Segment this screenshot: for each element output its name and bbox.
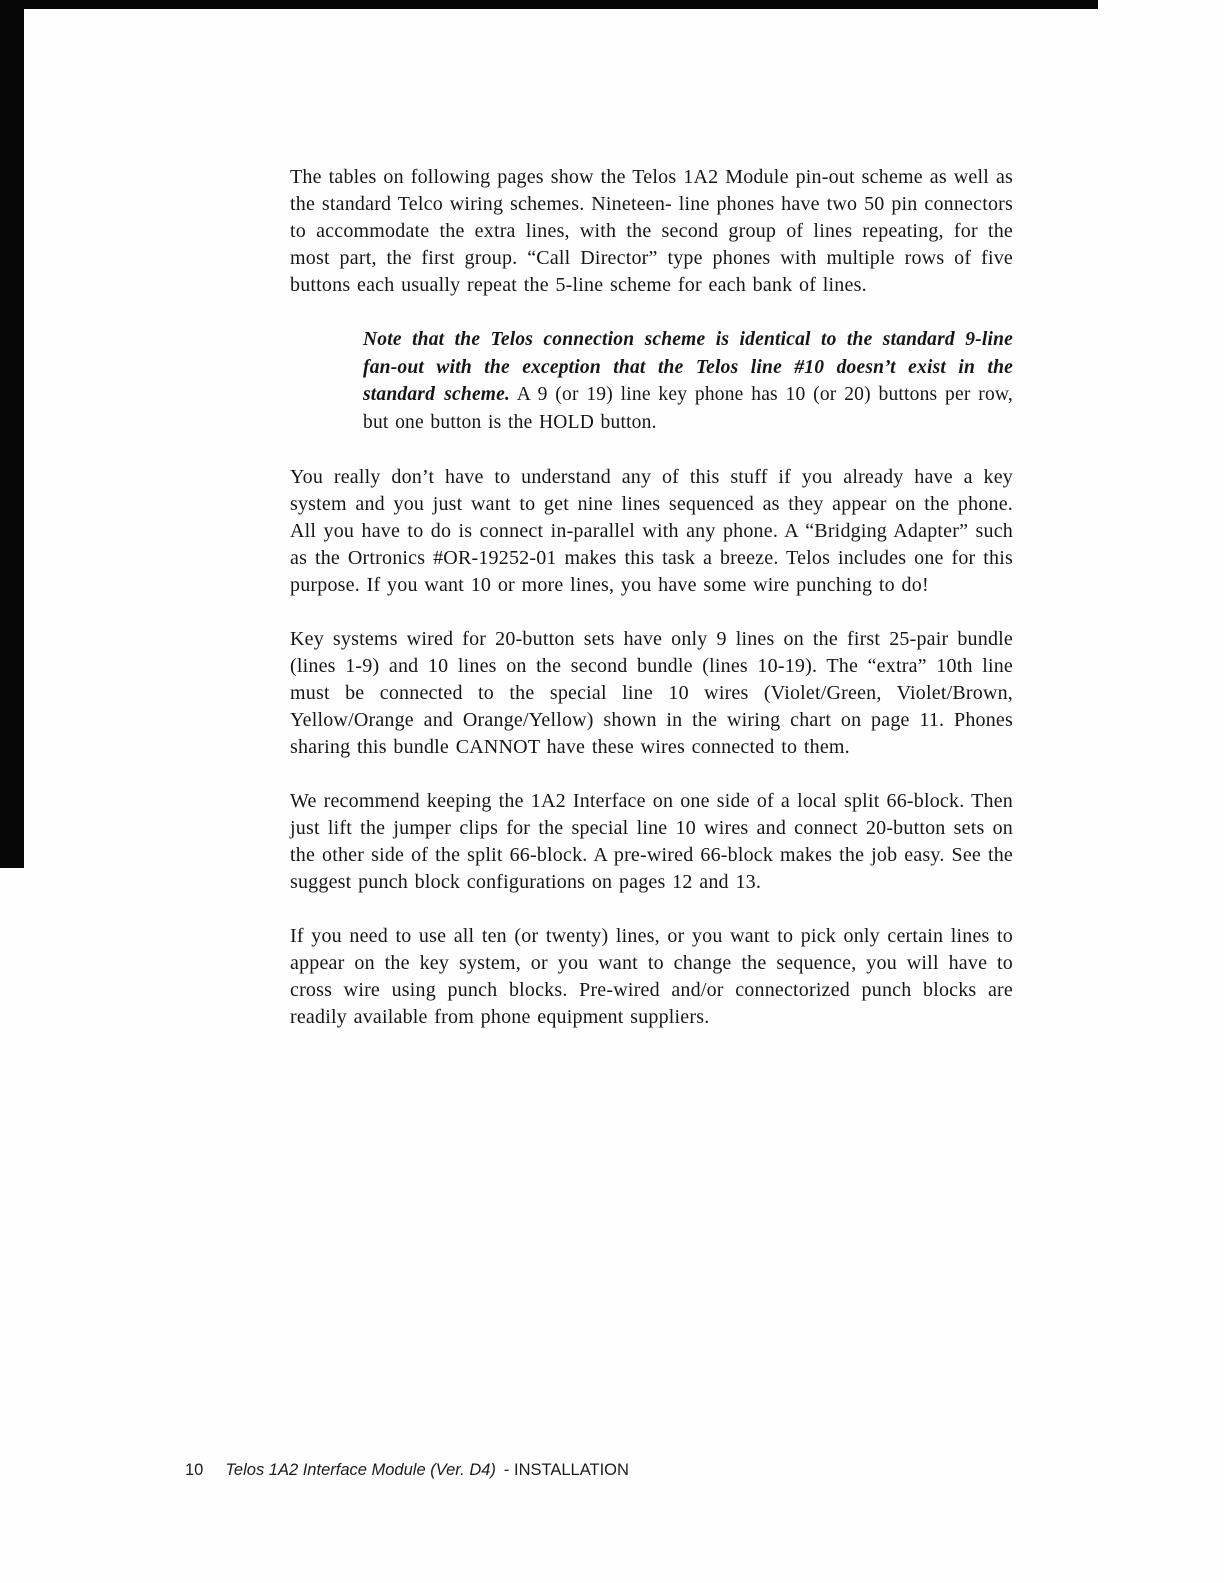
footer-page-number: 10 — [185, 1461, 204, 1479]
footer-section-label: - INSTALLATION — [503, 1461, 629, 1479]
body-paragraph-2: You really don’t have to understand any of this stuff if you already have a key system and you just want to get nine lines sequenced as they appear on the phone. All you have to do is connect in-parallel with any phone. A “Bridging Adapter” such as the Ortronics #OR-19252-01 makes this task a breeze. Telos includes one for this purpose. If you want 10 or more lines, you have some wire punching to do! — [290, 466, 1013, 596]
scan-artifact-left-bar — [0, 0, 24, 868]
page-footer — [185, 1461, 629, 1480]
body-text-column — [290, 164, 1013, 1058]
note-italic-lead: Note that the Telos connection scheme is identical to the standard 9-line fan-out with the exception that the Telos line #10 doesn’t exist in the standard scheme. — [363, 329, 1013, 405]
note-block — [363, 326, 1013, 436]
body-paragraph-1: The tables on following pages show the Telos 1A2 Module pin-out scheme as well as the standard Telco wiring schemes. Nineteen- line phones have two 50 pin connectors to accommodate the extra lines, with the second group of lines repeating, for the most part, the first group. “Call Director” type phones with multiple rows of five buttons each usually repeat the 5-line scheme for each bank of lines. — [290, 166, 1013, 296]
note-regular-tail: A 9 (or 19) line key phone has 10 (or 20) buttons per row, but one button is the HOLD button. — [363, 384, 1013, 433]
body-paragraph-4: We recommend keeping the 1A2 Interface on one side of a local split 66-block. Then just lift the jumper clips for the special line 10 wires and connect 20-button sets on the other side of the split 66-block. A pre-wired 66-block makes the job easy. See the suggest punch block configurations on pages 12 and 13. — [290, 790, 1013, 893]
body-paragraph-3: Key systems wired for 20-button sets have only 9 lines on the first 25-pair bundle (lines 1-9) and 10 lines on the second bundle (lines 10-19). The “extra” 10th line must be connected to the special line 10 wires (Violet/Green, Violet/Brown, Yellow/Orange and Orange/Yellow) shown in the wiring chart on page 11. Phones sharing this bundle CANNOT have these wires connected to them. — [290, 628, 1013, 758]
footer-doc-title: Telos 1A2 Interface Module (Ver. D4) — [225, 1461, 496, 1479]
body-paragraph-5: If you need to use all ten (or twenty) lines, or you want to pick only certain lines to appear on the key system, or you want to change the sequence, you will have to cross wire using punch blocks. Pre-wired and/or connectorized punch blocks are readily available from phone equipment suppliers. — [290, 925, 1013, 1028]
scan-artifact-top-bar — [0, 0, 1098, 9]
